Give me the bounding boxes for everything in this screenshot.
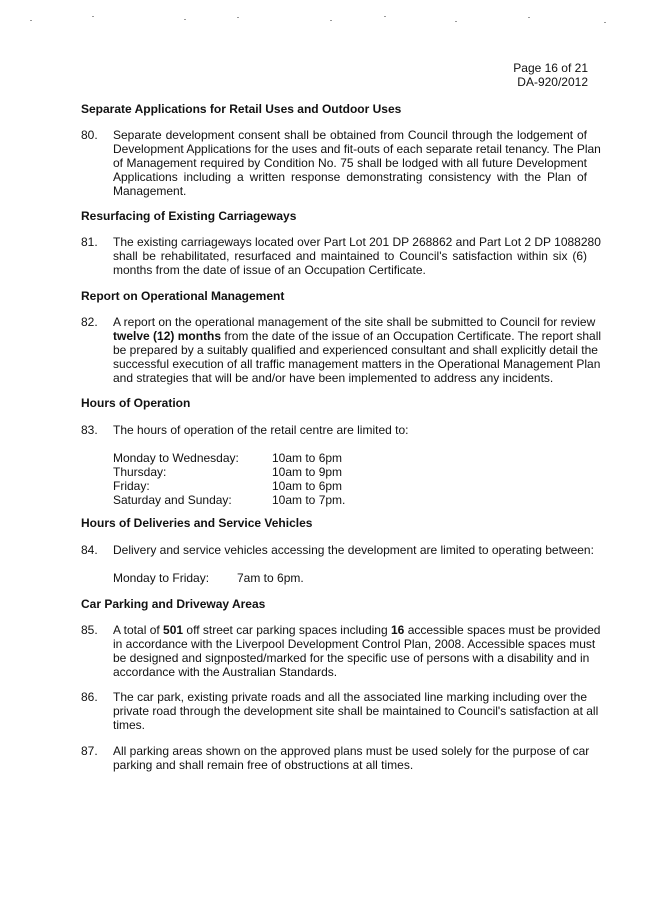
text-line: Applications including a written response demonstrating consistency with the Plan of — [113, 170, 587, 184]
section-heading: Hours of Deliveries and Service Vehicles — [81, 516, 313, 530]
delivery-day: Monday to Friday: — [113, 571, 210, 585]
condition-number: 87. — [81, 744, 98, 758]
condition-text — [113, 128, 601, 198]
text-line: accordance with the Australian Standards. — [113, 665, 338, 679]
section-heading: Car Parking and Driveway Areas — [81, 597, 266, 611]
condition-text — [113, 423, 587, 437]
hours-row — [113, 451, 345, 465]
hours-table — [113, 451, 345, 507]
hours-time: 10am to 6pm — [272, 451, 343, 465]
condition-number: 82. — [81, 315, 98, 329]
hours-day: Saturday and Sunday: — [113, 493, 232, 507]
scan-speckle — [92, 16, 94, 17]
text-line: The hours of operation of the retail centre are limited to: — [113, 423, 409, 437]
hours-time: 10am to 9pm — [272, 465, 343, 479]
condition-text — [113, 315, 602, 385]
text-line: Development Applications for the uses and fit-outs of each separate retail tenancy. The Plan — [113, 142, 601, 156]
text-fragment: from the date of the issue of an Occupation Certificate. The report shall — [224, 329, 602, 343]
text-line: Delivery and service vehicles accessing the development are limited to operating between: — [113, 543, 594, 557]
text-line: A report on the operational management of the site shall be submitted to Council for review — [113, 315, 596, 329]
hours-row — [113, 479, 345, 493]
text-line: Management. — [113, 184, 187, 198]
bold-term: 501 — [163, 623, 184, 637]
text-fragment: accessible spaces must be provided — [407, 623, 601, 637]
text-fragment: A total of — [113, 623, 160, 637]
section-heading: Report on Operational Management — [81, 289, 285, 303]
bold-term: 16 — [391, 623, 405, 637]
text-line: private road through the development site shall be maintained to Council's satisfaction at all — [113, 704, 599, 718]
condition-text — [113, 543, 594, 557]
text-fragment: off street car parking spaces including — [186, 623, 388, 637]
hours-row — [113, 465, 345, 479]
hours-day: Thursday: — [113, 465, 167, 479]
page-number: Page 16 of 21 — [513, 61, 588, 75]
hours-time: 10am to 7pm. — [272, 493, 346, 507]
condition-text — [113, 690, 599, 732]
condition-number: 85. — [81, 623, 98, 637]
scan-speckle — [455, 21, 457, 22]
condition-number: 83. — [81, 423, 98, 437]
section-heading: Separate Applications for Retail Uses and Outdoor Uses — [81, 102, 402, 116]
delivery-time: 7am to 6pm. — [237, 571, 304, 585]
text-line: in accordance with the Liverpool Development Control Plan, 2008. Accessible spaces must — [113, 637, 596, 651]
condition-number: 86. — [81, 690, 98, 704]
bold-term: twelve (12) months — [113, 329, 222, 343]
scan-speckle — [604, 22, 606, 23]
text-line: Separate development consent shall be obtained from Council through the lodgement of — [113, 128, 587, 142]
scan-speckle — [330, 20, 332, 21]
condition-number: 84. — [81, 543, 98, 557]
text-line — [113, 329, 602, 343]
text-line: successful execution of all traffic management matters in the Operational Management Plan — [113, 357, 601, 371]
page-header — [513, 61, 588, 89]
hours-time: 10am to 6pm — [272, 479, 343, 493]
section-heading: Hours of Operation — [81, 396, 191, 410]
delivery-hours — [113, 571, 304, 585]
condition-text — [113, 623, 601, 679]
hours-day: Friday: — [113, 479, 150, 493]
condition-number: 80. — [81, 128, 98, 142]
text-line: of Management required by Condition No. 75 shall be lodged with all future Development — [113, 156, 587, 170]
scan-speckle — [30, 20, 32, 21]
text-line: parking and shall remain free of obstructions at all times. — [113, 758, 414, 772]
condition-text — [113, 235, 601, 277]
condition-text — [113, 744, 590, 772]
section-heading: Resurfacing of Existing Carriageways — [81, 209, 297, 223]
condition-number: 81. — [81, 235, 98, 249]
text-line: times. — [113, 718, 146, 732]
text-line: and strategies that will be and/or have been implemented to address any incidents. — [113, 371, 554, 385]
text-line: All parking areas shown on the approved plans must be used solely for the purpose of car — [113, 744, 590, 758]
text-line: The car park, existing private roads and all the associated line marking including over the — [113, 690, 587, 704]
hours-row — [113, 493, 345, 507]
text-line: shall be rehabilitated, resurfaced and maintained to Council's satisfaction within six (6) — [113, 249, 587, 263]
text-line: be prepared by a suitably qualified and experienced consultant and shall explicitly detail the — [113, 343, 598, 357]
text-line: be designed and signposted/marked for the specific use of persons with a disability and in — [113, 651, 590, 665]
text-line — [113, 623, 601, 637]
text-line: The existing carriageways located over Part Lot 201 DP 268862 and Part Lot 2 DP 1088280 — [113, 235, 601, 249]
hours-day: Monday to Wednesday: — [113, 451, 239, 465]
scan-speckle — [184, 19, 186, 20]
reference-number: DA-920/2012 — [517, 75, 588, 89]
text-line: months from the date of issue of an Occupation Certificate. — [113, 263, 426, 277]
scan-speckle — [528, 17, 530, 18]
scan-speckle — [237, 17, 239, 18]
scan-speckle — [384, 16, 386, 17]
